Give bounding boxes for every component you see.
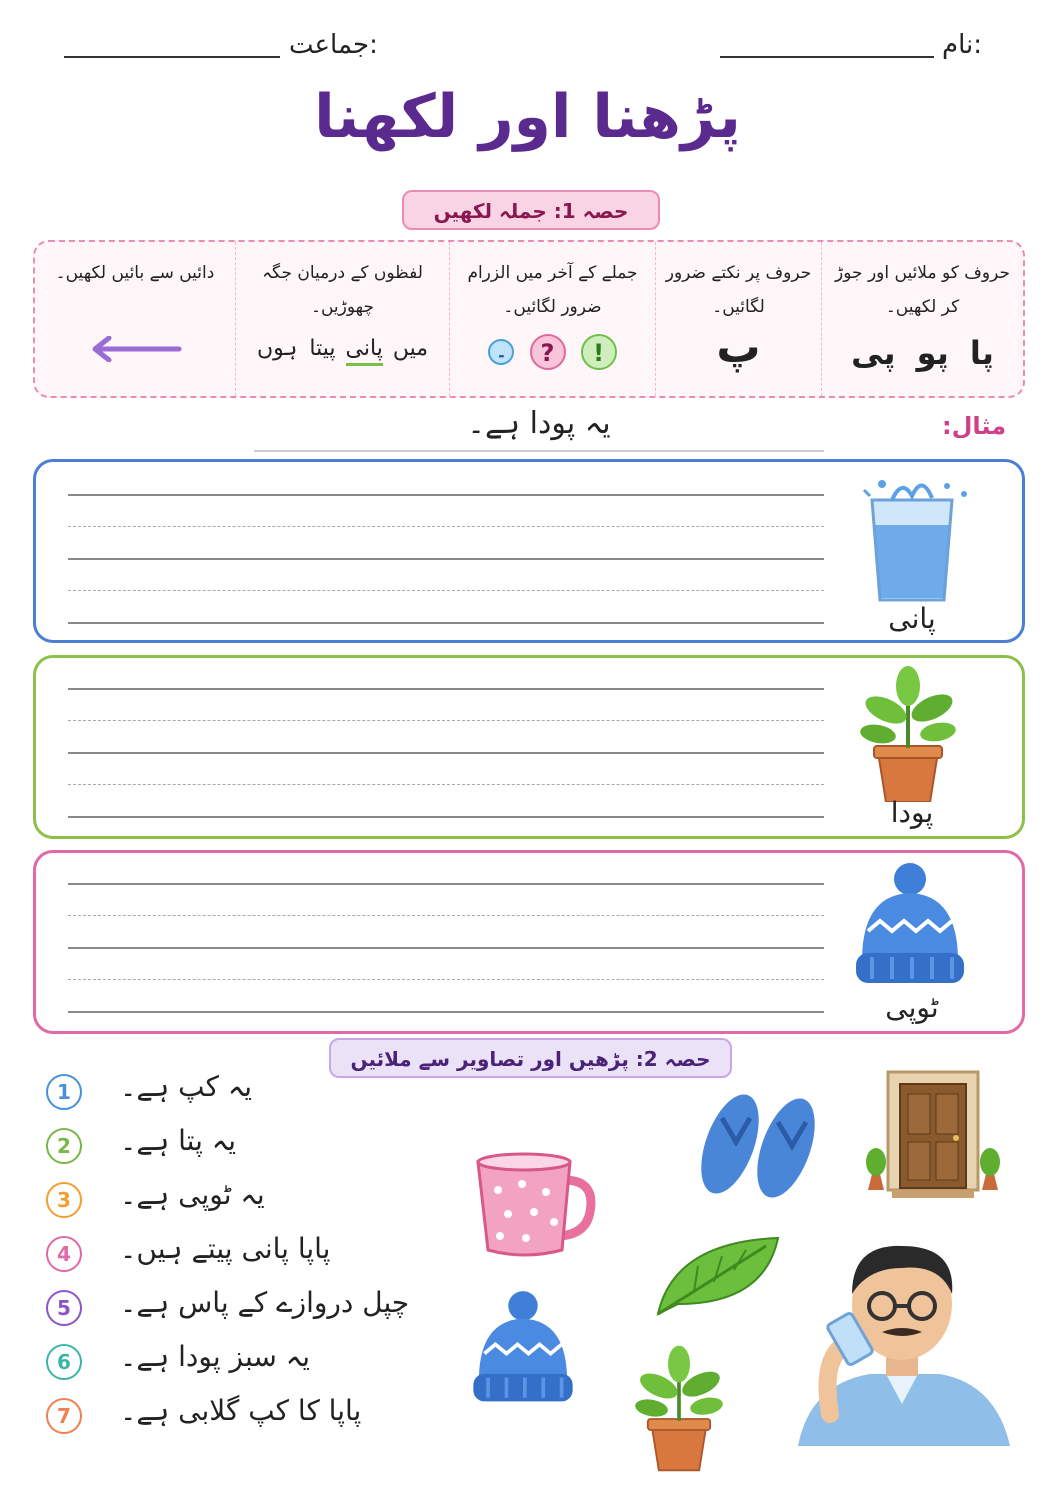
writing-guide-line (68, 979, 824, 980)
number-badge: 6 (46, 1344, 82, 1380)
number-badge: 5 (46, 1290, 82, 1326)
number-badge: 7 (46, 1398, 82, 1434)
number-badge: 4 (46, 1236, 82, 1272)
wool-hat-icon (848, 861, 972, 991)
wool-hat-icon[interactable] (466, 1288, 580, 1410)
example-syllable: پی (851, 334, 896, 372)
tip-text: جملے کے آخر میں الزرام ضرور لگائیں۔ (467, 263, 638, 317)
tip-text: حروف کو ملائیں اور جوڑ کر لکھیں۔ (835, 263, 1010, 317)
writing-guide-line (68, 720, 824, 721)
sample-word: پیتا (309, 336, 336, 361)
writing-line[interactable] (68, 494, 824, 496)
writing-line[interactable] (68, 622, 824, 624)
potted-plant-icon (848, 666, 968, 802)
picture-label: پانی (888, 602, 936, 635)
example-sentence: یہ پودا ہے۔ (467, 406, 611, 441)
sample-word: میں (392, 336, 428, 361)
writing-box-hat (33, 850, 1025, 1034)
section2-heading: حصہ 2: پڑھیں اور تصاویر سے ملائیں (329, 1038, 732, 1078)
writing-guide-line (68, 915, 824, 916)
writing-box-water (33, 459, 1025, 643)
writing-box-plant (33, 655, 1025, 839)
match-sentence: پاپا کا کپ گلابی ہے۔ (120, 1394, 362, 1427)
picture-label: پودا (890, 796, 934, 829)
slippers-icon[interactable] (692, 1088, 824, 1204)
page-title: پڑھنا اور لکھنا (314, 82, 741, 152)
exclamation-mark-icon: ! (581, 334, 617, 370)
example-label: مثال: (942, 412, 1007, 440)
tip-spacing (235, 242, 449, 396)
tip-text: دائیں سے بائیں لکھیں۔ (55, 263, 215, 283)
sample-word: ہوں (257, 336, 298, 361)
writing-line[interactable] (68, 688, 824, 690)
writing-line[interactable] (68, 883, 824, 885)
writing-line[interactable] (68, 752, 824, 754)
tip-dots (655, 242, 821, 396)
class-label: جماعت: (289, 30, 378, 60)
tip-text: حروف پر نکتے ضرور لگائیں۔ (665, 263, 812, 317)
match-sentence: یہ ٹوپی ہے۔ (120, 1178, 265, 1211)
match-sentence: یہ سبز پودا ہے۔ (120, 1340, 310, 1373)
door-icon[interactable] (858, 1066, 1018, 1206)
writing-line[interactable] (68, 947, 824, 949)
tip-text: لفظوں کے درمیان جگہ چھوڑیں۔ (262, 263, 423, 317)
man-drinking-icon[interactable] (790, 1234, 1016, 1446)
number-badge: 2 (46, 1128, 82, 1164)
full-stop-icon: ۔ (488, 339, 514, 365)
name-input-line[interactable] (720, 56, 934, 58)
writing-guide-line (68, 784, 824, 785)
tip-direction (35, 242, 235, 396)
dotted-letter: پ (716, 322, 761, 373)
question-mark-icon: ? (530, 334, 566, 370)
tip-join-letters (821, 242, 1023, 396)
left-arrow-icon (87, 336, 183, 362)
writing-line[interactable] (68, 558, 824, 560)
water-glass-icon (852, 470, 972, 606)
writing-guide-line (68, 590, 824, 591)
match-sentence: یہ پتا ہے۔ (120, 1124, 236, 1157)
picture-label: ٹوپی (885, 991, 939, 1024)
name-label: نام: (942, 30, 983, 60)
sample-word: پانی (345, 336, 383, 361)
match-sentence: پاپا پانی پیتے ہیں۔ (120, 1232, 331, 1265)
example-syllable: پو (916, 334, 949, 372)
potted-plant-icon[interactable] (624, 1344, 734, 1472)
pink-cup-icon[interactable] (474, 1150, 598, 1260)
match-sentence: یہ کپ ہے۔ (120, 1070, 253, 1103)
example-syllable: پا (969, 334, 994, 372)
tip-punctuation (449, 242, 655, 396)
leaf-icon[interactable] (654, 1232, 782, 1318)
section1-heading: حصہ 1: جملہ لکھیں (402, 190, 660, 230)
writing-guide-line (68, 526, 824, 527)
number-badge: 3 (46, 1182, 82, 1218)
class-input-line[interactable] (64, 56, 280, 58)
match-sentence: چپل دروازے کے پاس ہے۔ (120, 1286, 410, 1319)
writing-line[interactable] (68, 1011, 824, 1013)
example-underline (254, 450, 824, 452)
tip-examples (822, 334, 1023, 377)
number-badge: 1 (46, 1074, 82, 1110)
tips-box (33, 240, 1025, 398)
writing-line[interactable] (68, 816, 824, 818)
